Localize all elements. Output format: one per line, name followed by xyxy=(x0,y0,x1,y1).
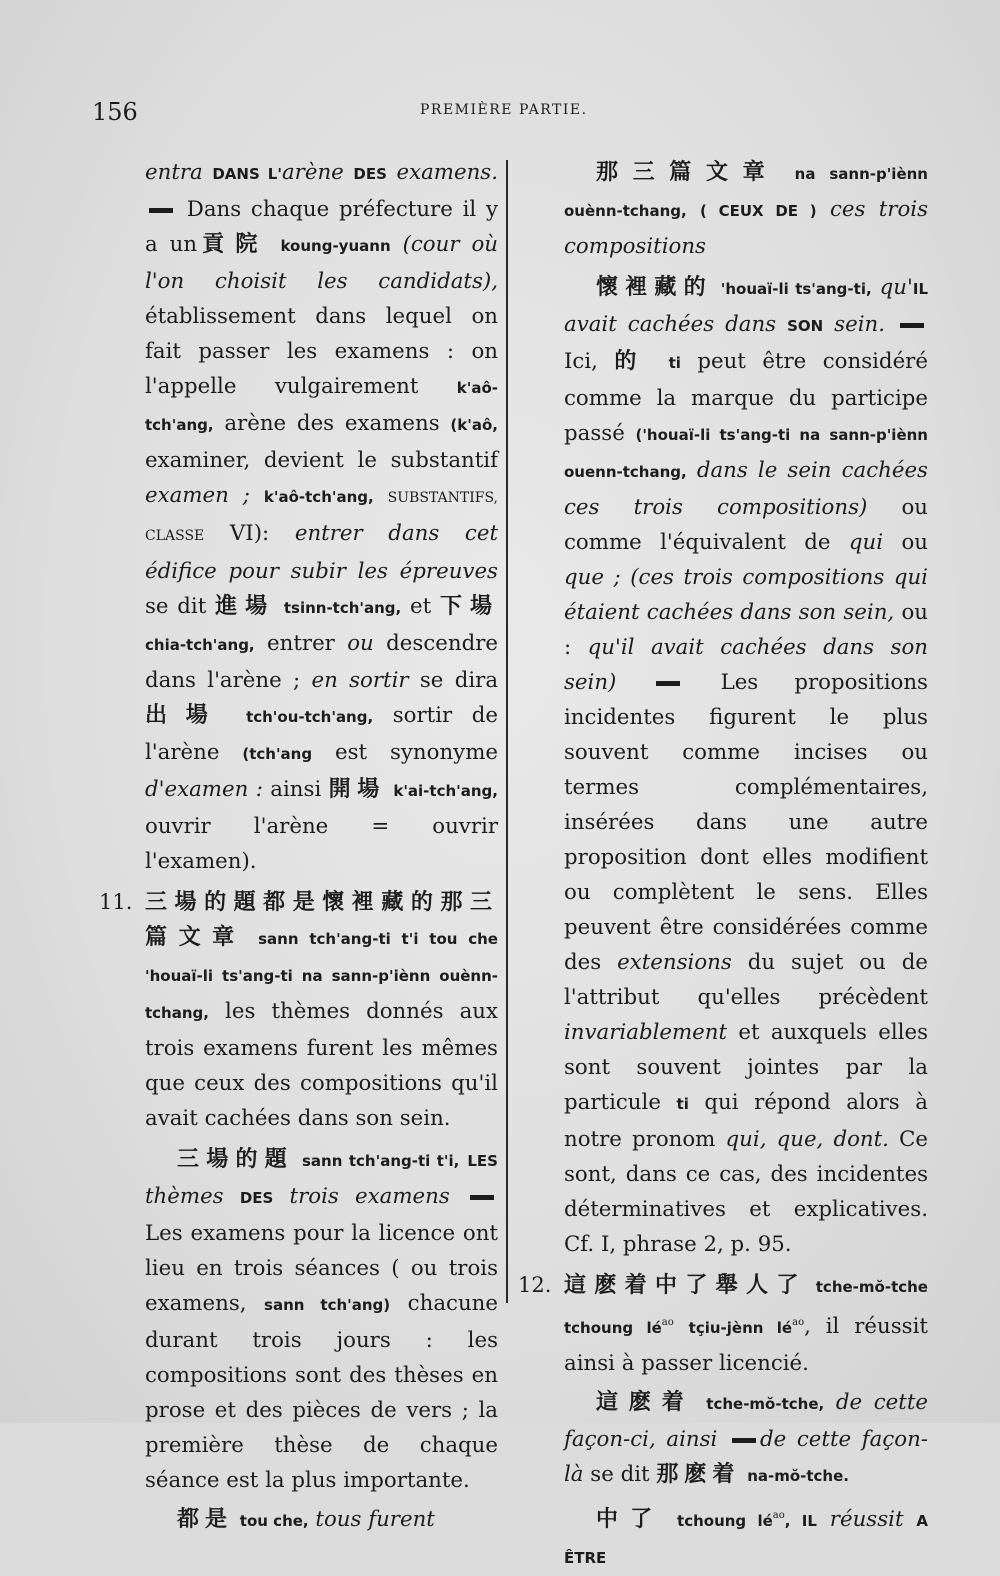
left-paragraph-11: 11. 三場的題都是懷裡藏的那三篇文章 sann tch'ang-ti t'i tou che 'houaï-li ts'ang-ti na sann-p'iènn ouènn-tchang, les thèmes donnés aux trois examens furent les mêmes que ceux des compositions qu'il avait cachées dans son sein. xyxy=(145,885,498,1136)
left-column xyxy=(99,155,499,1539)
column-divider xyxy=(506,160,508,1303)
em-dash xyxy=(900,323,924,328)
sentence-number: 12. xyxy=(518,1273,552,1297)
page-number: 156 xyxy=(92,98,138,126)
running-title: PREMIÈRE PARTIE. xyxy=(420,102,588,118)
em-dash xyxy=(732,1438,756,1443)
left-paragraph-3: 三場的題 sann tch'ang-ti t'i, LES thèmes DES trois examens Les examens pour la licence ont lieu en trois séances ( ou trois examens, sann tch'ang) chacune durant trois jours : les compositions sont des thèses en prose et des pièces de vers ; la première thèse de chaque séance est la plus importante. xyxy=(145,1147,498,1493)
right-paragraph-12: 12. 這麽着中了舉人了 tche-mŏ-tche tchoung $lé^{ao}$ tçiu-jènn $lé^{ao}$, il réussit ainsi à passer licencié. xyxy=(564,1268,928,1381)
em-dash xyxy=(470,1195,494,1200)
em-dash xyxy=(149,208,173,213)
left-paragraph-4: 都是 tou che, tous furent xyxy=(177,1507,435,1532)
right-paragraph-4: 這麽着 tche-mŏ-tche, de cette façon-ci, ainsi de cette façon-là se dit 那麽着 na-mŏ-tche. xyxy=(564,1390,928,1488)
right-paragraph-2: 懷裡藏的 'houaï-li ts'ang-ti, qu'IL avait cachées dans SON sein. Ici, 的 ti peut être considéré comme la marque du participe passé ('houaï-li ts'ang-ti na sann-p'iènn ouenn-tchang, dans le sein cachées ces trois compositions) ou comme l'équivalent de qui ou que ; (ces trois compositions qui étaient cachées dans son sein, ou : qu'il avait cachées dans son sein) Les propositions incidentes figurent le plus souvent comme incises ou termes complémentaires, insérées dans une autre proposition dont elles modifient ou complètent le sens. Elles peuvent être considérées comme des extensions du sujet ou de l'attribut qu'elles précèdent invariablement et auxquels elles sont souvent jointes par la particule ti qui répond alors à notre pronom qui, que, dont. Ce sont, dans ce cas, des incidentes déterminatives et explicatives. Cf. I, phrase 2, p. 95. xyxy=(564,275,928,1257)
em-dash xyxy=(656,681,680,686)
sentence-number: 11. xyxy=(99,890,133,914)
left-paragraph-1: entra DANS L'arène DES examens. Dans chaque préfecture il y a un貢院 koung-yuann (cour où l'on choisit les candidats), établissement dans lequel on fait passer les examens : on l'appelle vulgairement k'aô-tch'ang, arène des examens (k'aô, examiner, devient le substantif examen ; k'aô-tch'ang, SUBSTANTIFS, CLASSE VI): entrer dans cet édifice pour subir les épreuves se dit 進場 tsinn-tch'ang, et 下場 chia-tch'ang, entrer ou descendre dans l'arène ; en sortir se dira 出場 tch'ou-tch'ang, sortir de l'arène (tch'ang est synonyme d'examen : ainsi 開場 k'ai-tch'ang, ouvrir l'arène = ouvrir l'examen). xyxy=(145,160,499,874)
right-paragraph-1: 那三篇文章 na sann-p'iènn ouènn-tchang, ( CEUX DE ) ces trois compositions xyxy=(564,160,929,259)
right-column xyxy=(518,155,929,1576)
right-paragraph-5: 中了 tchoung $lé^{ao}$, IL réussit A ÊTRE xyxy=(564,1507,928,1568)
